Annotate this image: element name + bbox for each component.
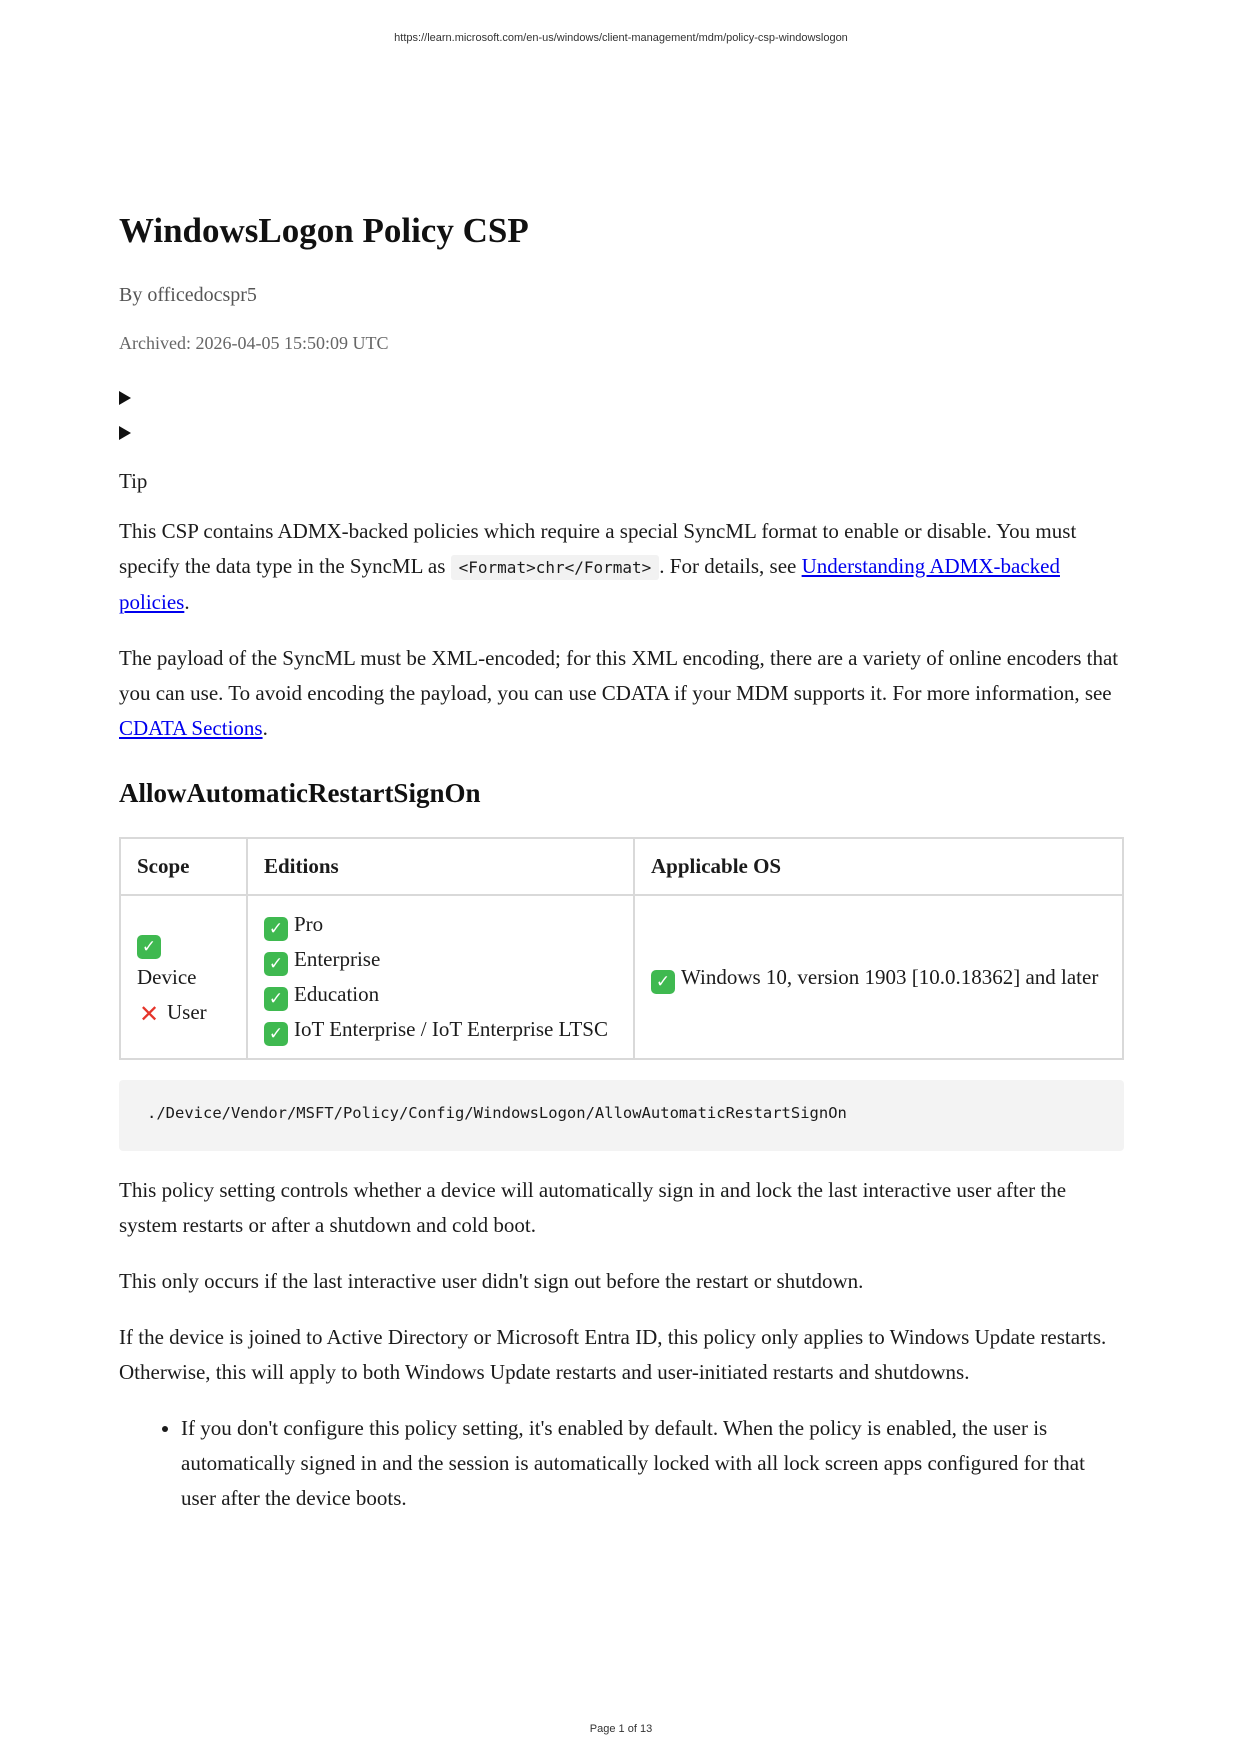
table-row [120,895,1123,1059]
understanding-admx-link[interactable]: Understanding ADMX-backed policies [119,554,1060,614]
header-applicable-os: Applicable OS [634,838,1123,895]
check-icon: ✓ [264,987,288,1011]
check-icon: ✓ [651,970,675,994]
tip-paragraph-admx: This CSP contains ADMX-backed policies which require a special SyncML format to enable or disable. You must specify the data type in the SyncML as <Format>chr</Format> . For details, see Understanding ADMX-backed policies. [119,519,1077,614]
check-icon: ✓ [137,935,161,959]
details-toggle-1[interactable] [119,380,1124,415]
header-scope: Scope [120,838,247,895]
description-paragraph: This policy setting controls whether a device will automatically sign in and lock the last interactive user after the system restarts or after a shutdown and cold boot. [119,1178,1067,1237]
header-editions: Editions [247,838,634,895]
disclosure-triangle-icon[interactable] [119,391,131,405]
tip-label: Tip [119,469,148,493]
check-icon: ✓ [264,952,288,976]
oma-uri-code-block: ./Device/Vendor/MSFT/Policy/Config/WindowsLogon/AllowAutomaticRestartSignOn [119,1080,1124,1151]
format-code: <Format>chr</Format> [451,555,660,580]
check-icon: ✓ [264,1022,288,1046]
article [119,210,1124,1516]
check-icon: ✓ [264,917,288,941]
scope-cell: ✓ Device ✕ User [120,895,247,1059]
disclosure-triangle-icon[interactable] [119,426,131,440]
table-header-row [120,838,1123,895]
archived-timestamp: Archived: 2026-04-05 15:50:09 UTC [119,333,389,353]
tip-paragraph-cdata: The payload of the SyncML must be XML-encoded; for this XML encoding, there are a variety of online encoders that you can use. To avoid encoding the payload, you can use CDATA if your MDM supports it. For more information, see CDATA Sections. [119,646,1119,740]
page-title: WindowsLogon Policy CSP [119,211,529,250]
condition-paragraph: This only occurs if the last interactive user didn't sign out before the restart or shutdown. [119,1269,864,1293]
scope-paragraph: If the device is joined to Active Directory or Microsoft Entra ID, this policy only applies to Windows Update restarts. Otherwise, this will apply to both Windows Update restarts and user-initiated restarts and shutdowns. [119,1325,1107,1384]
page-url: https://learn.microsoft.com/en-us/windows/client-management/mdm/policy-csp-windowslogon [394,32,848,44]
os-cell: ✓ Windows 10, version 1903 [10.0.18362] and later [634,895,1123,1059]
cdata-sections-link[interactable]: CDATA Sections [119,716,263,740]
page-number: Page 1 of 13 [589,1723,653,1735]
collapsible-sections [119,380,1124,450]
byline: By officedocspr5 [119,284,257,306]
editions-cell: ✓ Pro ✓ Enterprise ✓ Education ✓ IoT Enterprise / IoT Enterprise LTSC [247,895,634,1059]
cross-icon: ✕ [138,999,160,1028]
details-toggle-2[interactable] [119,415,1124,450]
list-item: • If you don't configure this policy setting, it's enabled by default. When the policy is enabled, the user is automatically signed in and the session is automatically locked with all lock screen apps configured for that user after the device boots. [181,1411,1124,1516]
section-heading: AllowAutomaticRestartSignOn [119,778,481,808]
behavior-list [119,1411,1124,1516]
policy-applicability-table [119,837,1124,1060]
